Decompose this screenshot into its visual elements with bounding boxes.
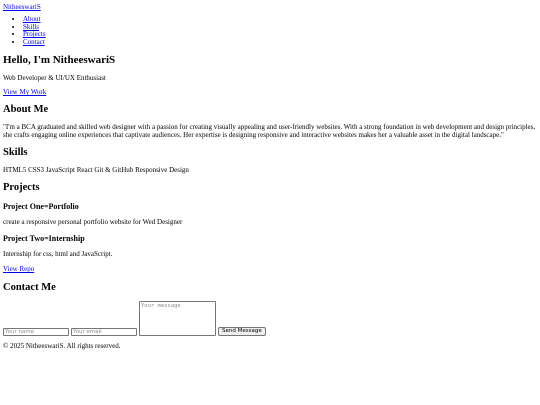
project-card — [3, 234, 537, 258]
skills-list — [3, 166, 537, 174]
skill-item: Responsive Design — [135, 166, 189, 175]
view-work-link[interactable]: View My Work — [3, 88, 47, 97]
skill-item: React — [76, 166, 93, 175]
nav-link-contact[interactable]: Contact — [23, 37, 45, 46]
name-input[interactable] — [3, 328, 69, 336]
site-header — [3, 3, 537, 46]
skills-section — [3, 147, 537, 174]
contact-form — [3, 301, 537, 336]
skills-heading: Skills — [3, 147, 28, 159]
send-message-button[interactable]: Send Message — [218, 327, 266, 336]
skill-item: JavaScript — [45, 166, 75, 175]
project-description: create a responsive personal portfolio website for Wed Designer — [3, 218, 183, 227]
nav-link-about[interactable]: About — [23, 15, 41, 24]
nav-link-skills[interactable]: Skills — [23, 22, 39, 31]
nav-item-about — [23, 16, 537, 24]
nav-list — [3, 16, 537, 46]
nav-item-projects — [23, 31, 537, 39]
nav-item-contact — [23, 39, 537, 47]
project-title: Project One=Portfolio — [3, 202, 79, 212]
hero-section — [3, 54, 537, 96]
nav-item-skills — [23, 24, 537, 32]
project-card — [3, 202, 537, 226]
contact-heading: Contact Me — [3, 281, 56, 293]
site-footer — [3, 342, 537, 350]
message-textarea[interactable] — [139, 301, 216, 336]
about-text: "I'm a BCA graduated and skilled web designer with a passion for creating visually appealing and user-friendly websites. With a strong foundation in web development and design principles, she crafts engaging online experiences that captivate audiences. Her expertise is designing responsive and interactive websites makes her a valuable asset in the digital landscape." — [3, 123, 536, 140]
footer-copyright: © 2025 NitheeswariS. All rights reserved. — [3, 341, 121, 350]
projects-section — [3, 182, 537, 273]
skill-item: CSS3 — [28, 166, 45, 175]
skill-item: HTML5 — [3, 166, 27, 175]
hero-title: Hello, I'm NitheeswariS — [3, 54, 116, 67]
projects-heading: Projects — [3, 182, 40, 194]
about-section — [3, 104, 537, 139]
logo-link[interactable]: NitheeswariS — [3, 3, 41, 11]
contact-section — [3, 282, 537, 336]
nav-link-projects[interactable]: Projects — [23, 30, 46, 39]
skill-item: Git & GitHub — [94, 166, 134, 175]
email-input[interactable] — [71, 328, 137, 336]
main-nav — [3, 16, 537, 46]
hero-subtitle: Web Developer & UI/UX Enthusiast — [3, 74, 106, 83]
about-heading: About Me — [3, 104, 49, 116]
view-repo-link[interactable]: View Repo — [3, 265, 35, 274]
project-title: Project Two=Internship — [3, 234, 85, 244]
project-description: Internship for css, html and JavaScript. — [3, 250, 113, 259]
